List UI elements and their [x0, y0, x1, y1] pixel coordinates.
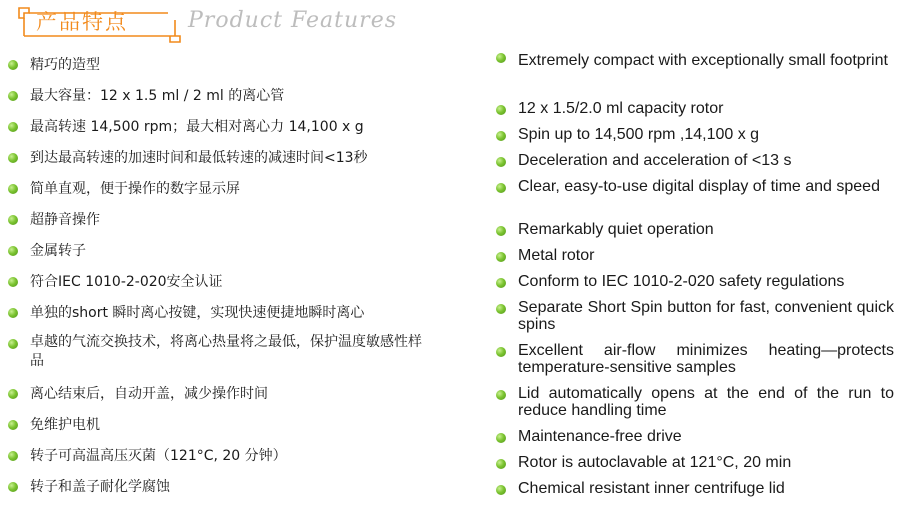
- title-frame: [18, 6, 164, 36]
- list-item: 转子可高温高压灭菌（121°C, 20 分钟）: [6, 445, 446, 476]
- bullet-icon: [8, 420, 18, 430]
- list-item: Chemical resistant inner centrifuge lid: [494, 480, 894, 506]
- page-title-english: Product Features: [188, 8, 398, 33]
- bullet-icon: [496, 131, 506, 141]
- list-item: Lid automatically opens at the end of the run to reduce handling time: [494, 385, 894, 428]
- list-item: Remarkably quiet operation: [494, 221, 894, 247]
- page-title-chinese: 产品特点: [36, 10, 128, 34]
- bullet-icon: [8, 184, 18, 194]
- bullet-icon: [496, 105, 506, 115]
- list-item: 离心结束后，自动开盖，减少操作时间: [6, 383, 446, 414]
- list-item: 超静音操作: [6, 209, 446, 240]
- list-item: 转子和盖子耐化学腐蚀: [6, 476, 446, 507]
- list-item: 最高转速 14,500 rpm；最大相对离心力 14,100 x g: [6, 116, 446, 147]
- bullet-icon: [8, 389, 18, 399]
- list-item: Spin up to 14,500 rpm ,14,100 x g: [494, 126, 894, 152]
- bullet-icon: [8, 91, 18, 101]
- list-item: 到达最高转速的加速时间和最低转速的减速时间<13秒: [6, 147, 446, 178]
- list-item: Extremely compact with exceptionally small footprint: [494, 48, 894, 100]
- list-item: 金属转子: [6, 240, 446, 271]
- list-item: Separate Short Spin button for fast, convenient quick spins: [494, 299, 894, 342]
- section-header: [8, 2, 408, 42]
- list-item: Rotor is autoclavable at 121°C, 20 min: [494, 454, 894, 480]
- list-item: 最大容量：12 x 1.5 ml / 2 ml 的离心管: [6, 85, 446, 116]
- list-item: Excellent air-flow minimizes heating—protects temperature-sensitive samples: [494, 342, 894, 385]
- bullet-icon: [496, 53, 506, 63]
- list-item: 12 x 1.5/2.0 ml capacity rotor: [494, 100, 894, 126]
- list-item: Maintenance-free drive: [494, 428, 894, 454]
- bullet-icon: [496, 433, 506, 443]
- bullet-icon: [8, 451, 18, 461]
- list-item: Conform to IEC 1010-2-020 safety regulations: [494, 273, 894, 299]
- list-item: 单独的short 瞬时离心按键，实现快速便捷地瞬时离心: [6, 302, 446, 333]
- list-item: 免维护电机: [6, 414, 446, 445]
- bullet-icon: [496, 157, 506, 167]
- list-item: Metal rotor: [494, 247, 894, 273]
- bullet-icon: [8, 308, 18, 318]
- bullet-icon: [8, 482, 18, 492]
- bullet-icon: [496, 390, 506, 400]
- list-item: 符合IEC 1010-2-020安全认证: [6, 271, 446, 302]
- bullet-icon: [8, 246, 18, 256]
- bullet-icon: [496, 304, 506, 314]
- list-item: 精巧的造型: [6, 54, 446, 85]
- bullet-icon: [8, 215, 18, 225]
- bullet-icon: [8, 122, 18, 132]
- features-list-chinese: [6, 54, 446, 507]
- bullet-icon: [496, 183, 506, 193]
- bullet-icon: [496, 252, 506, 262]
- features-list-english: [494, 52, 894, 506]
- bullet-icon: [8, 339, 18, 349]
- bullet-icon: [496, 278, 506, 288]
- list-item: 卓越的气流交换技术，将离心热量将之最低，保护温度敏感性样品: [6, 333, 430, 383]
- bullet-icon: [8, 60, 18, 70]
- bullet-icon: [8, 153, 18, 163]
- bullet-icon: [496, 485, 506, 495]
- list-item: Clear, easy-to-use digital display of time and speed: [494, 178, 894, 221]
- bullet-icon: [496, 459, 506, 469]
- list-item: Deceleration and acceleration of <13 s: [494, 152, 894, 178]
- bullet-icon: [496, 226, 506, 236]
- list-item: 简单直观，便于操作的数字显示屏: [6, 178, 446, 209]
- bullet-icon: [496, 347, 506, 357]
- bullet-icon: [8, 277, 18, 287]
